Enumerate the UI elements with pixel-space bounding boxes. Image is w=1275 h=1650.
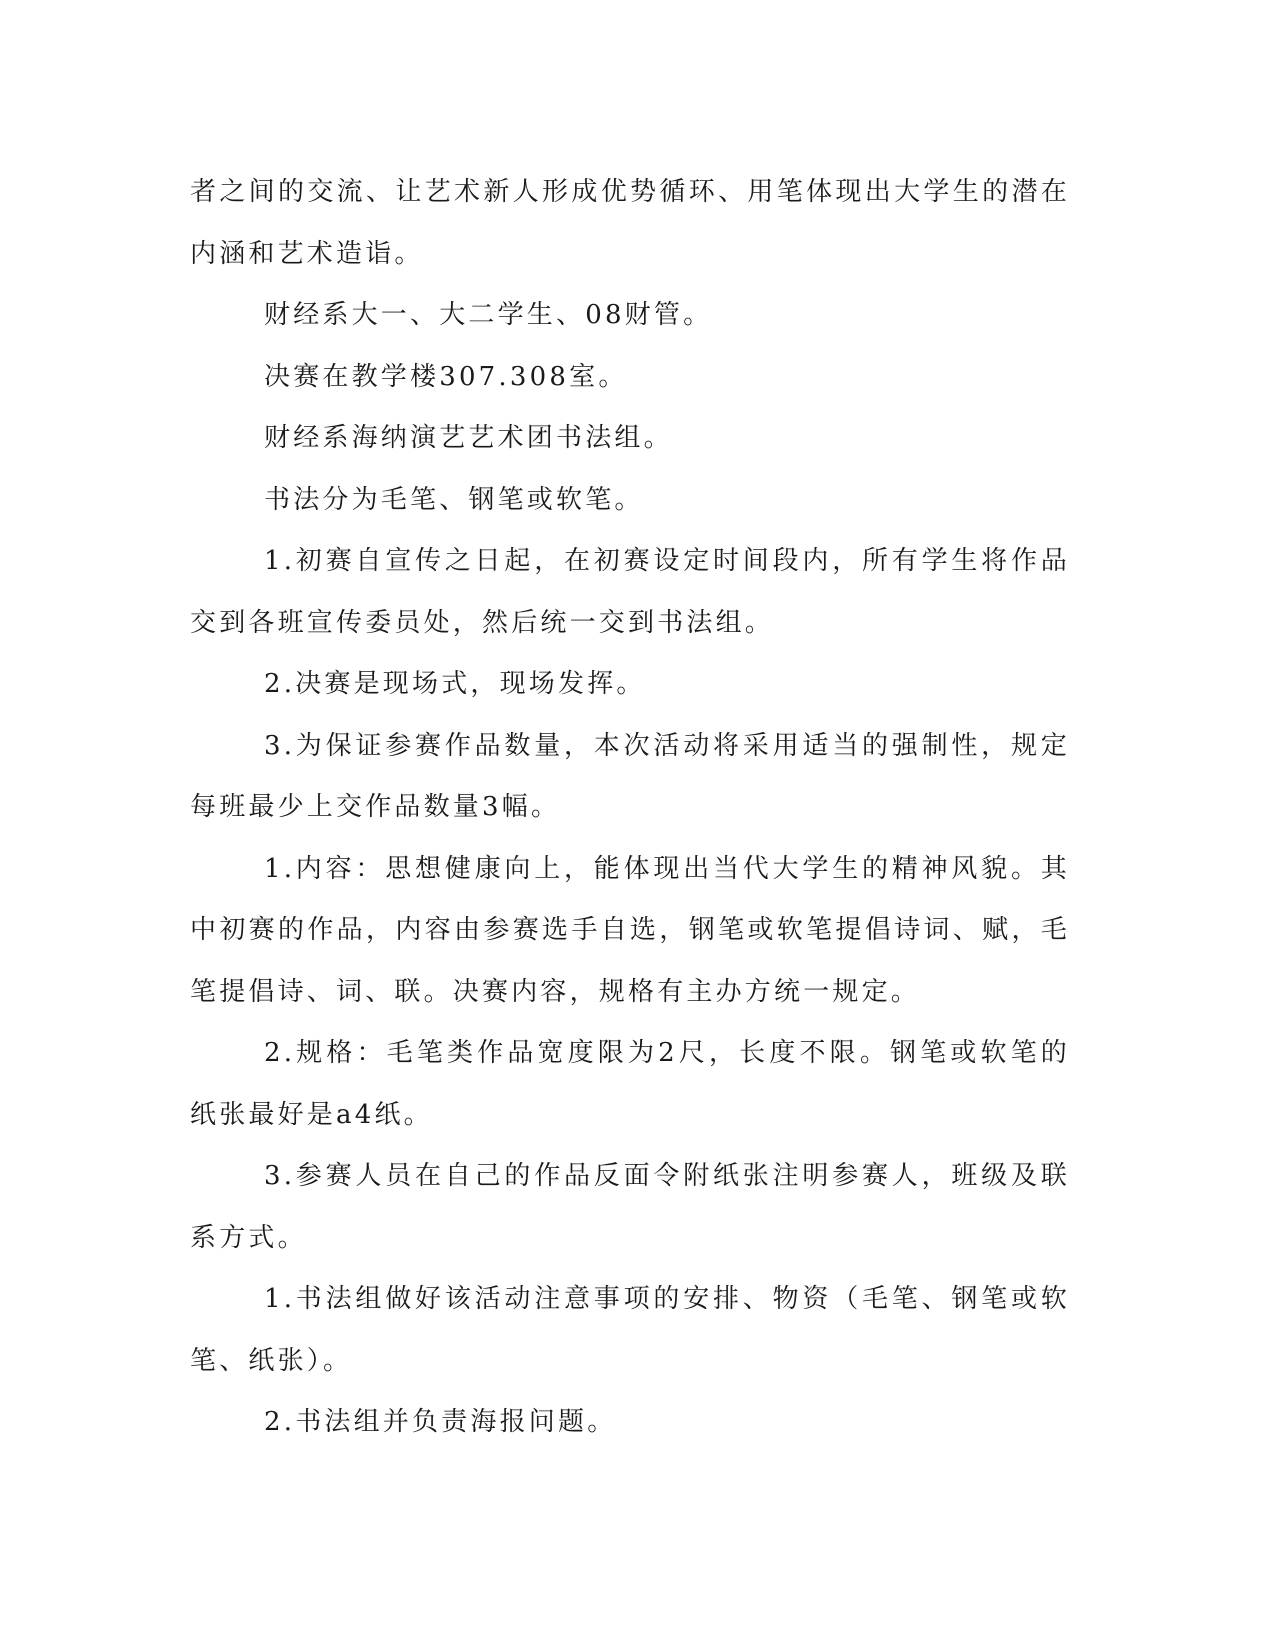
paragraph-format-1: 1.初赛自宣传之日起，在初赛设定时间段内，所有学生将作品交到各班宣传委员处，然后统一交到书法组。	[190, 546, 1070, 638]
paragraph-preparation-2: 2.书法组并负责海报问题。	[264, 1407, 617, 1437]
paragraph-participants: 财经系大一、大二学生、08财管。	[264, 300, 713, 330]
paragraph-requirement-1: 1.内容：思想健康向上，能体现出当代大学生的精神风貌。其中初赛的作品，内容由参赛选手自选，钢笔或软笔提倡诗词、赋，毛笔提倡诗、词、联。决赛内容，规格有主办方统一规定。	[190, 853, 1070, 1007]
paragraph-categories: 书法分为毛笔、钢笔或软笔。	[264, 484, 644, 515]
paragraph-venue: 决赛在教学楼307.308室。	[264, 361, 628, 392]
paragraph-preparation-1: 1.书法组做好该活动注意事项的安排、物资（毛笔、钢笔或软笔、纸张）。	[190, 1284, 1070, 1376]
paragraph-format-3: 3.为保证参赛作品数量，本次活动将采用适当的强制性，规定每班最少上交作品数量3幅。	[190, 730, 1070, 822]
paragraph-intro-continuation: 者之间的交流、让艺术新人形成优势循环、用笔体现出大学生的潜在内涵和艺术造诣。	[190, 177, 1070, 269]
paragraph-requirement-2: 2.规格：毛笔类作品宽度限为2尺，长度不限。钢笔或软笔的纸张最好是a4纸。	[190, 1038, 1070, 1130]
paragraph-organizer: 财经系海纳演艺艺术团书法组。	[264, 423, 673, 453]
document-body	[190, 162, 1070, 1454]
paragraph-requirement-3: 3.参赛人员在自己的作品反面令附纸张注明参赛人，班级及联系方式。	[190, 1161, 1070, 1253]
paragraph-format-2: 2.决赛是现场式，现场发挥。	[264, 669, 646, 699]
